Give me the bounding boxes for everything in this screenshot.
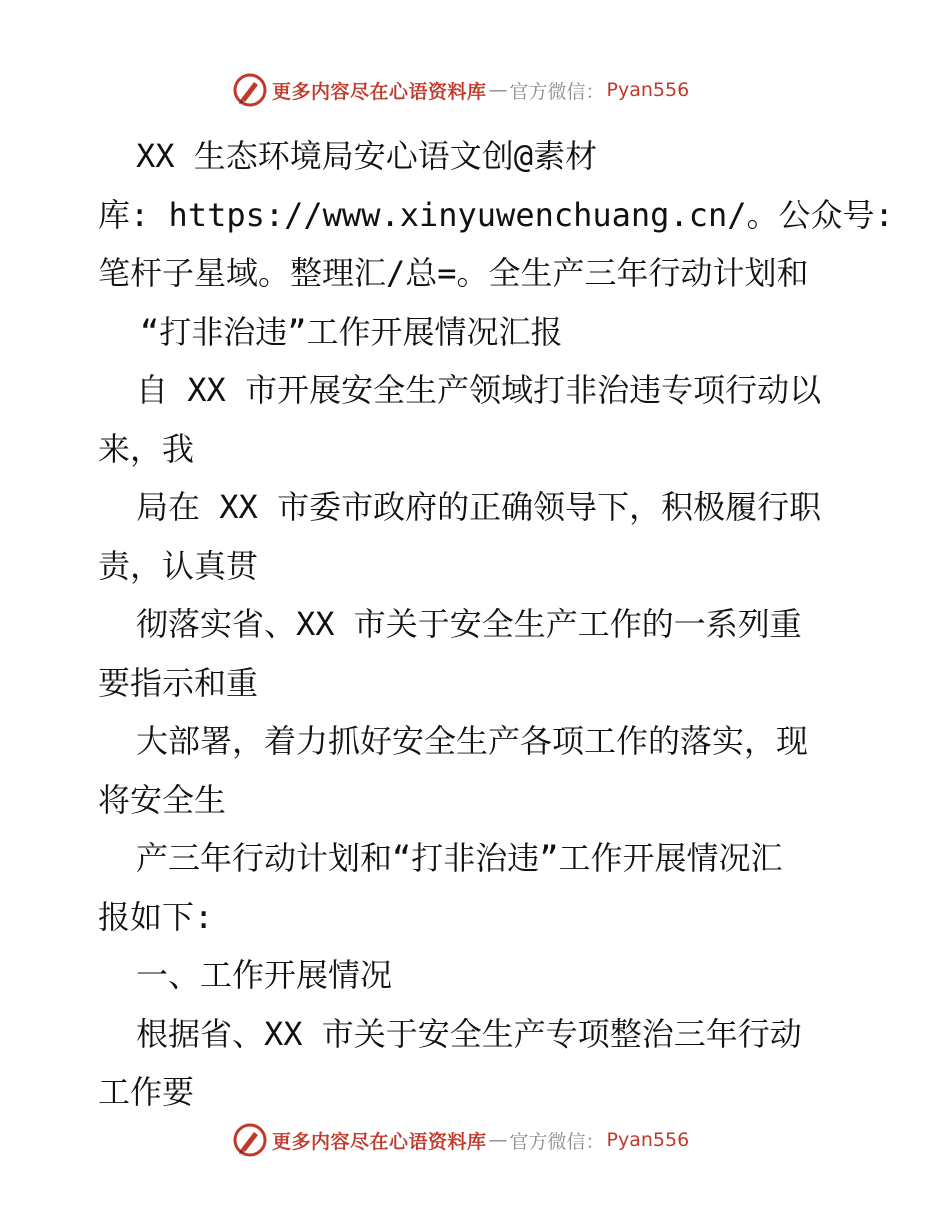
banner-wechat-label: 官方微信： — [509, 1130, 605, 1153]
header-banner — [232, 72, 712, 108]
text-line: 局在 XX 市委市政府的正确领导下，积极履行职 — [136, 488, 822, 526]
banner-wechat-label: 官方微信： — [509, 80, 605, 103]
document-title-line: “打非治违”工作开展情况汇报 — [140, 312, 563, 351]
banner-separator: — — [488, 1129, 508, 1151]
pen-logo-icon — [232, 1122, 268, 1158]
text-line: 根据省、XX 市关于安全生产专项整治三年行动 — [136, 1014, 802, 1053]
document-body — [98, 127, 894, 1122]
text-line: 责，认真贯 — [98, 546, 259, 585]
text-line: 要指示和重 — [98, 663, 259, 702]
banner-wechat-id: Pyan556 — [606, 79, 690, 101]
text-line: 工作要 — [98, 1073, 195, 1111]
banner-separator: — — [488, 79, 508, 101]
banner-slogan: 更多内容尽在心语资料库 — [272, 1130, 487, 1153]
text-line: 产三年行动计划和“打非治违”工作开展情况汇 — [136, 839, 783, 877]
text-line: XX 生态环境局安心语文创@素材 — [136, 137, 598, 175]
text-line: 自 XX 市开展安全生产领域打非治违专项行动以 — [136, 371, 822, 409]
text-line: 大部署，着力抓好安全生产各项工作的落实，现 — [136, 722, 809, 760]
text-line: 库: https://www.xinyuwenchuang.cn/。公众号: — [98, 195, 894, 234]
footer-banner — [232, 1122, 712, 1158]
text-line: 来，我 — [98, 429, 195, 468]
text-line: 报如下: — [98, 897, 214, 936]
banner-wechat-id: Pyan556 — [606, 1129, 690, 1151]
section-heading: 一、工作开展情况 — [136, 956, 393, 994]
text-line: 笔杆子星域。整理汇/总=。全生产三年行动计划和 — [98, 254, 809, 292]
text-line: 将安全生 — [98, 780, 227, 819]
text-line: 彻落实省、XX 市关于安全生产工作的一系列重 — [136, 605, 802, 643]
banner-slogan: 更多内容尽在心语资料库 — [272, 80, 487, 103]
pen-logo-icon — [232, 72, 268, 108]
